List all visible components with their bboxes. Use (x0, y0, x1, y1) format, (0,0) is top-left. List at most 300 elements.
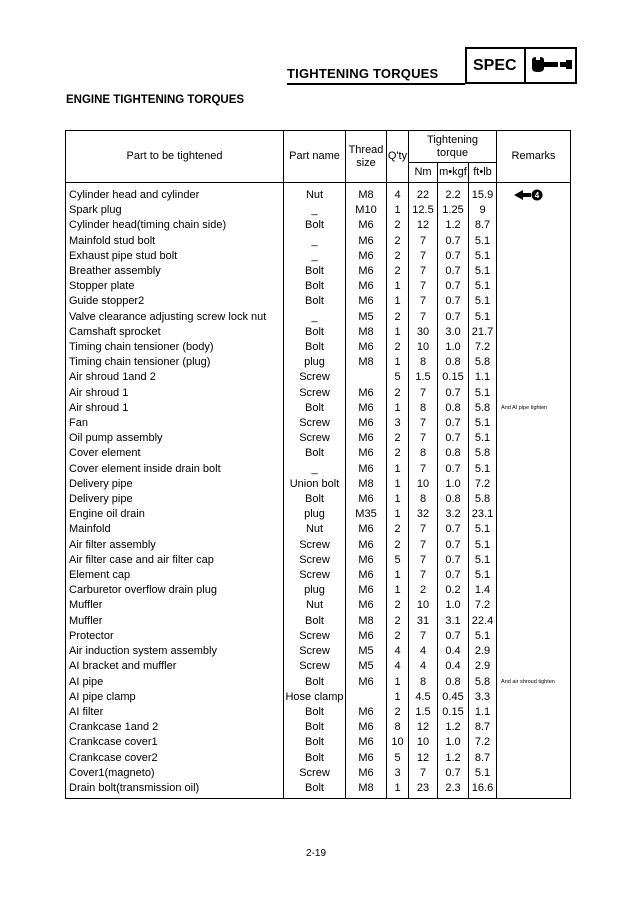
table-row (66, 355, 571, 370)
cell-part-name: Screw (284, 416, 346, 431)
cell-ftlb: 21.7 (469, 325, 497, 340)
cell-part: Cylinder head and cylinder (66, 183, 284, 204)
cell-part: AI filter (66, 705, 284, 720)
cell-part-name: plug (284, 583, 346, 598)
cell-remarks (497, 735, 571, 750)
cell-mkgf: 0.7 (438, 522, 469, 537)
cell-mkgf: 0.7 (438, 249, 469, 264)
table-row (66, 781, 571, 799)
cell-part-name: Nut (284, 522, 346, 537)
table-row (66, 507, 571, 522)
cell-nm: 12.5 (409, 203, 438, 218)
cell-remarks (497, 614, 571, 629)
cell-nm: 7 (409, 416, 438, 431)
cell-thread-size: M8 (346, 781, 387, 799)
cell-remarks (497, 629, 571, 644)
sealant-icon-number: 4 (534, 190, 540, 200)
cell-remarks (497, 766, 571, 781)
cell-mkgf: 0.4 (438, 644, 469, 659)
cell-part-name: Bolt (284, 294, 346, 309)
cell-thread-size: M5 (346, 659, 387, 674)
cell-mkgf: 1.0 (438, 477, 469, 492)
cell-qty: 1 (387, 355, 409, 370)
cell-remarks (497, 203, 571, 218)
cell-part-name: _ (284, 234, 346, 249)
cell-thread-size: M6 (346, 705, 387, 720)
cell-part: Guide stopper2 (66, 294, 284, 309)
cell-ftlb: 3.3 (469, 690, 497, 705)
cell-part: AI pipe (66, 675, 284, 690)
cell-qty: 1 (387, 477, 409, 492)
header-tightening-torque: Tightening torque (409, 131, 497, 163)
cell-qty: 1 (387, 492, 409, 507)
cell-ftlb: 5.1 (469, 264, 497, 279)
cell-part-name: Bolt (284, 492, 346, 507)
cell-thread-size: M6 (346, 629, 387, 644)
cell-thread-size: M6 (346, 386, 387, 401)
cell-part: Crankcase cover1 (66, 735, 284, 750)
cell-qty: 2 (387, 340, 409, 355)
cell-part-name: Screw (284, 431, 346, 446)
header-remarks: Remarks (497, 131, 571, 183)
cell-thread-size: M8 (346, 183, 387, 204)
cell-qty: 2 (387, 629, 409, 644)
cell-qty: 1 (387, 690, 409, 705)
cell-thread-size: M6 (346, 431, 387, 446)
table-row (66, 766, 571, 781)
cell-ftlb: 5.1 (469, 249, 497, 264)
cell-ftlb: 5.1 (469, 294, 497, 309)
table-row (66, 644, 571, 659)
cell-part-name: Screw (284, 659, 346, 674)
cell-nm: 8 (409, 355, 438, 370)
cell-remarks (497, 507, 571, 522)
cell-remarks (497, 218, 571, 233)
cell-remarks (497, 234, 571, 249)
cell-part-name: Bolt (284, 781, 346, 799)
cell-part: Oil pump assembly (66, 431, 284, 446)
cell-nm: 10 (409, 598, 438, 613)
cell-part: Valve clearance adjusting screw lock nut (66, 310, 284, 325)
cell-mkgf: 0.7 (438, 416, 469, 431)
cell-ftlb: 7.2 (469, 735, 497, 750)
cell-part-name: Screw (284, 538, 346, 553)
cell-remarks (497, 325, 571, 340)
cell-remarks (497, 294, 571, 309)
cell-thread-size: M6 (346, 735, 387, 750)
table-row (66, 310, 571, 325)
table-row (66, 614, 571, 629)
cell-part: Carburetor overflow drain plug (66, 583, 284, 598)
cell-remarks (497, 183, 571, 204)
table-row (66, 629, 571, 644)
cell-part-name: Union bolt (284, 477, 346, 492)
cell-part-name: Bolt (284, 705, 346, 720)
cell-qty: 1 (387, 325, 409, 340)
cell-ftlb: 2.9 (469, 644, 497, 659)
cell-ftlb: 5.1 (469, 538, 497, 553)
cell-part: Timing chain tensioner (plug) (66, 355, 284, 370)
cell-mkgf: 1.0 (438, 735, 469, 750)
cell-mkgf: 0.7 (438, 568, 469, 583)
cell-remarks (497, 370, 571, 385)
torque-table (65, 130, 571, 799)
cell-part: Air induction system assembly (66, 644, 284, 659)
cell-mkgf: 0.7 (438, 264, 469, 279)
cell-remarks (497, 310, 571, 325)
table-row (66, 583, 571, 598)
cell-nm: 10 (409, 477, 438, 492)
cell-remarks (497, 538, 571, 553)
cell-part: Breather assembly (66, 264, 284, 279)
cell-thread-size: M6 (346, 294, 387, 309)
cell-mkgf: 3.1 (438, 614, 469, 629)
cell-qty: 3 (387, 416, 409, 431)
table-row (66, 690, 571, 705)
cell-thread-size: M6 (346, 340, 387, 355)
cell-nm: 7 (409, 462, 438, 477)
header-part-name: Part name (284, 131, 346, 183)
cell-qty: 3 (387, 766, 409, 781)
cell-nm: 7 (409, 553, 438, 568)
cell-part: Muffler (66, 614, 284, 629)
cell-thread-size: M6 (346, 751, 387, 766)
table-row (66, 431, 571, 446)
cell-nm: 7 (409, 766, 438, 781)
cell-thread-size: M6 (346, 401, 387, 416)
cell-thread-size: M6 (346, 538, 387, 553)
cell-part-name: Bolt (284, 325, 346, 340)
cell-ftlb: 7.2 (469, 477, 497, 492)
cell-ftlb: 5.1 (469, 386, 497, 401)
cell-remarks: And air shroud tighten (497, 675, 571, 690)
table-row (66, 386, 571, 401)
cell-part-name: _ (284, 310, 346, 325)
table-row (66, 522, 571, 537)
cell-remarks (497, 431, 571, 446)
cell-qty: 2 (387, 386, 409, 401)
cell-ftlb: 5.1 (469, 310, 497, 325)
cell-remarks (497, 477, 571, 492)
cell-part: Delivery pipe (66, 477, 284, 492)
cell-thread-size: M5 (346, 644, 387, 659)
table-row (66, 203, 571, 218)
cell-remarks: And AI pipe tighten (497, 401, 571, 416)
cell-qty: 2 (387, 538, 409, 553)
cell-thread-size: M35 (346, 507, 387, 522)
cell-thread-size: M6 (346, 279, 387, 294)
cell-part: Mainfold stud bolt (66, 234, 284, 249)
spec-badge (465, 47, 577, 84)
cell-thread-size: M8 (346, 477, 387, 492)
cell-part-name: _ (284, 462, 346, 477)
cell-ftlb: 7.2 (469, 598, 497, 613)
table-row (66, 568, 571, 583)
cell-part-name: plug (284, 507, 346, 522)
header-nm: Nm (409, 163, 438, 183)
cell-part: AI bracket and muffler (66, 659, 284, 674)
cell-ftlb: 5.1 (469, 416, 497, 431)
cell-nm: 8 (409, 401, 438, 416)
cell-remarks (497, 781, 571, 799)
cell-mkgf: 0.8 (438, 355, 469, 370)
table-row (66, 553, 571, 568)
cell-qty: 1 (387, 583, 409, 598)
cell-qty: 1 (387, 568, 409, 583)
cell-nm: 7 (409, 294, 438, 309)
cell-remarks (497, 355, 571, 370)
cell-thread-size: M6 (346, 598, 387, 613)
cell-remarks (497, 644, 571, 659)
cell-mkgf: 0.7 (438, 294, 469, 309)
table-row (66, 492, 571, 507)
cell-mkgf: 0.7 (438, 386, 469, 401)
cell-qty: 2 (387, 614, 409, 629)
cell-mkgf: 0.8 (438, 401, 469, 416)
cell-nm: 7 (409, 386, 438, 401)
cell-qty: 1 (387, 203, 409, 218)
cell-ftlb: 5.1 (469, 522, 497, 537)
cell-part-name: Bolt (284, 401, 346, 416)
cell-thread-size: M6 (346, 446, 387, 461)
table-row (66, 325, 571, 340)
cell-thread-size: M6 (346, 568, 387, 583)
cell-part-name: Bolt (284, 264, 346, 279)
table-row (66, 340, 571, 355)
cell-qty: 5 (387, 553, 409, 568)
table-row (66, 720, 571, 735)
cell-ftlb: 1.1 (469, 705, 497, 720)
table-row (66, 183, 571, 204)
cell-thread-size: M8 (346, 325, 387, 340)
cell-part: Air filter assembly (66, 538, 284, 553)
cell-part: Cover1(magneto) (66, 766, 284, 781)
cell-part-name: Screw (284, 644, 346, 659)
cell-thread-size: M8 (346, 355, 387, 370)
cell-mkgf: 1.0 (438, 598, 469, 613)
cell-mkgf: 0.7 (438, 310, 469, 325)
cell-ftlb: 23.1 (469, 507, 497, 522)
cell-part-name: Bolt (284, 735, 346, 750)
cell-nm: 4 (409, 659, 438, 674)
cell-ftlb: 5.1 (469, 766, 497, 781)
cell-ftlb: 8.7 (469, 218, 497, 233)
cell-part-name: Screw (284, 386, 346, 401)
cell-nm: 7 (409, 431, 438, 446)
cell-qty: 10 (387, 735, 409, 750)
cell-mkgf: 0.8 (438, 446, 469, 461)
cell-ftlb: 5.1 (469, 629, 497, 644)
cell-thread-size (346, 370, 387, 385)
sealant-icon (513, 189, 545, 201)
cell-part: Cover element (66, 446, 284, 461)
cell-nm: 31 (409, 614, 438, 629)
cell-ftlb: 5.8 (469, 675, 497, 690)
cell-thread-size: M6 (346, 416, 387, 431)
cell-nm: 10 (409, 340, 438, 355)
cell-qty: 2 (387, 522, 409, 537)
cell-part: Element cap (66, 568, 284, 583)
cell-ftlb: 5.1 (469, 431, 497, 446)
cell-part-name: Bolt (284, 720, 346, 735)
table-row (66, 462, 571, 477)
table-row (66, 659, 571, 674)
cell-nm: 30 (409, 325, 438, 340)
cell-thread-size: M8 (346, 614, 387, 629)
cell-qty: 8 (387, 720, 409, 735)
cell-qty: 4 (387, 644, 409, 659)
cell-thread-size: M6 (346, 218, 387, 233)
header-qty: Q'ty (387, 131, 409, 183)
cell-qty: 2 (387, 431, 409, 446)
cell-thread-size: M6 (346, 583, 387, 598)
cell-part: Mainfold (66, 522, 284, 537)
cell-ftlb: 5.8 (469, 446, 497, 461)
cell-mkgf: 2.3 (438, 781, 469, 799)
cell-part: Crankcase 1and 2 (66, 720, 284, 735)
cell-nm: 8 (409, 492, 438, 507)
header-ftlb: ft•lb (469, 163, 497, 183)
cell-part: Delivery pipe (66, 492, 284, 507)
torque-wrench-icon (530, 56, 574, 76)
cell-part-name: Screw (284, 629, 346, 644)
cell-qty: 2 (387, 249, 409, 264)
cell-part: Cylinder head(timing chain side) (66, 218, 284, 233)
cell-part: Protector (66, 629, 284, 644)
cell-mkgf: 0.2 (438, 583, 469, 598)
table-row (66, 249, 571, 264)
cell-mkgf: 1.0 (438, 340, 469, 355)
cell-thread-size: M6 (346, 462, 387, 477)
cell-nm: 7 (409, 522, 438, 537)
cell-thread-size (346, 690, 387, 705)
cell-nm: 22 (409, 183, 438, 204)
cell-remarks (497, 462, 571, 477)
cell-qty: 1 (387, 462, 409, 477)
cell-mkgf: 1.2 (438, 218, 469, 233)
cell-ftlb: 1.1 (469, 370, 497, 385)
table-row (66, 279, 571, 294)
cell-qty: 2 (387, 218, 409, 233)
cell-part-name: Bolt (284, 751, 346, 766)
cell-part: Air shroud 1 (66, 401, 284, 416)
cell-ftlb: 8.7 (469, 751, 497, 766)
cell-ftlb: 16.6 (469, 781, 497, 799)
cell-nm: 12 (409, 720, 438, 735)
table-row (66, 416, 571, 431)
cell-remarks (497, 751, 571, 766)
cell-thread-size: M6 (346, 553, 387, 568)
cell-remarks (497, 690, 571, 705)
cell-part: Cover element inside drain bolt (66, 462, 284, 477)
cell-ftlb: 5.1 (469, 234, 497, 249)
cell-qty: 1 (387, 507, 409, 522)
cell-mkgf: 0.7 (438, 462, 469, 477)
cell-mkgf: 0.7 (438, 553, 469, 568)
cell-part: Timing chain tensioner (body) (66, 340, 284, 355)
cell-part: Fan (66, 416, 284, 431)
cell-mkgf: 0.7 (438, 279, 469, 294)
cell-nm: 10 (409, 735, 438, 750)
cell-qty: 2 (387, 446, 409, 461)
cell-remarks (497, 720, 571, 735)
cell-nm: 4 (409, 644, 438, 659)
cell-part-name: Bolt (284, 446, 346, 461)
table-row (66, 705, 571, 720)
cell-qty: 1 (387, 675, 409, 690)
cell-part: Stopper plate (66, 279, 284, 294)
cell-part-name: Screw (284, 370, 346, 385)
cell-ftlb: 5.1 (469, 279, 497, 294)
cell-remarks (497, 659, 571, 674)
cell-qty: 2 (387, 705, 409, 720)
table-row (66, 264, 571, 279)
cell-part-name: Bolt (284, 675, 346, 690)
cell-qty: 1 (387, 781, 409, 799)
cell-part-name: _ (284, 249, 346, 264)
cell-thread-size: M6 (346, 492, 387, 507)
cell-part-name: Screw (284, 553, 346, 568)
cell-qty: 1 (387, 294, 409, 309)
cell-remarks (497, 598, 571, 613)
cell-nm: 7 (409, 538, 438, 553)
cell-qty: 2 (387, 264, 409, 279)
cell-nm: 7 (409, 264, 438, 279)
cell-thread-size: M6 (346, 249, 387, 264)
cell-thread-size: M10 (346, 203, 387, 218)
cell-part-name: Bolt (284, 340, 346, 355)
cell-mkgf: 0.7 (438, 234, 469, 249)
cell-part-name: Nut (284, 183, 346, 204)
cell-part: Air filter case and air filter cap (66, 553, 284, 568)
cell-mkgf: 0.7 (438, 431, 469, 446)
cell-ftlb: 22.4 (469, 614, 497, 629)
cell-thread-size: M6 (346, 522, 387, 537)
cell-qty: 4 (387, 183, 409, 204)
cell-thread-size: M5 (346, 310, 387, 325)
cell-mkgf: 0.15 (438, 370, 469, 385)
cell-qty: 5 (387, 370, 409, 385)
cell-nm: 32 (409, 507, 438, 522)
cell-nm: 7 (409, 568, 438, 583)
cell-thread-size: M6 (346, 675, 387, 690)
cell-thread-size: M6 (346, 720, 387, 735)
cell-mkgf: 1.2 (438, 720, 469, 735)
cell-qty: 1 (387, 401, 409, 416)
table-row (66, 446, 571, 461)
cell-remarks (497, 386, 571, 401)
cell-nm: 7 (409, 310, 438, 325)
cell-mkgf: 0.7 (438, 538, 469, 553)
cell-mkgf: 3.2 (438, 507, 469, 522)
cell-part: Crankcase cover2 (66, 751, 284, 766)
cell-nm: 8 (409, 675, 438, 690)
cell-qty: 4 (387, 659, 409, 674)
cell-mkgf: 0.4 (438, 659, 469, 674)
table-row (66, 538, 571, 553)
cell-qty: 1 (387, 279, 409, 294)
table-row (66, 751, 571, 766)
cell-part-name: Screw (284, 766, 346, 781)
cell-remarks (497, 583, 571, 598)
cell-qty: 2 (387, 598, 409, 613)
header-part: Part to be tightened (66, 131, 284, 183)
cell-nm: 7 (409, 249, 438, 264)
table-row (66, 477, 571, 492)
table-row (66, 234, 571, 249)
cell-nm: 12 (409, 218, 438, 233)
cell-ftlb: 5.8 (469, 401, 497, 416)
